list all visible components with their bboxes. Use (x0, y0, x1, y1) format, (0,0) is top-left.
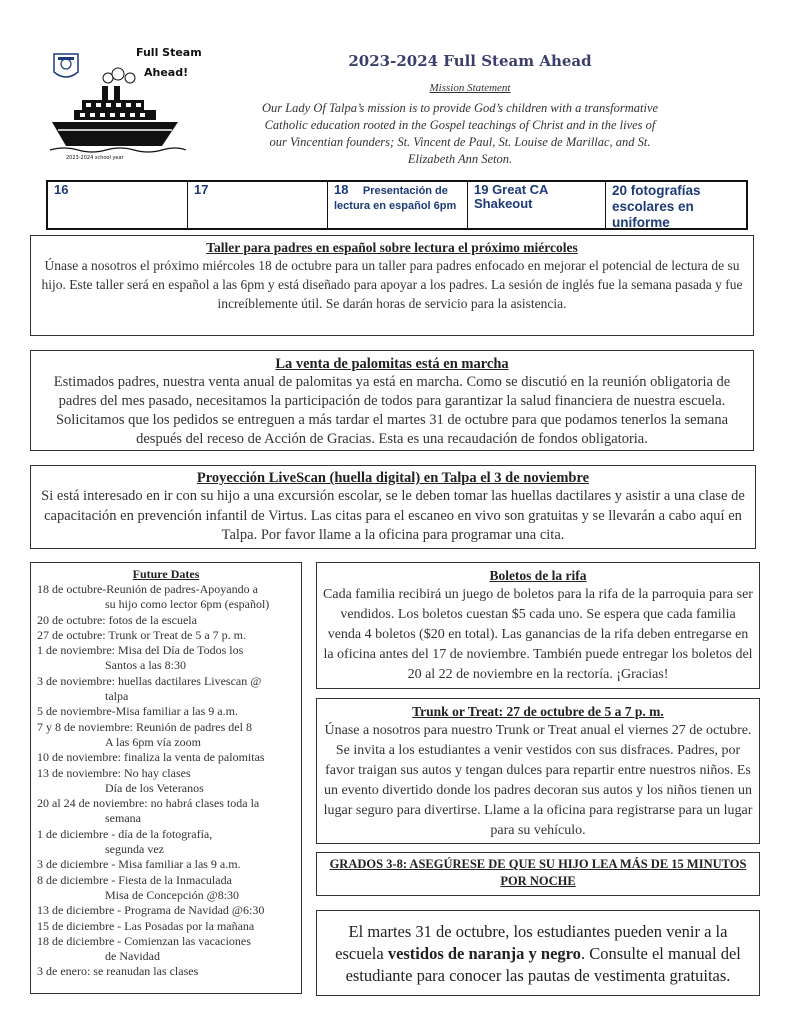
list-item: 3 de noviembre: huellas dactilares Livescan @ (37, 673, 262, 688)
list-item: Misa de Concepción @8:30 (105, 887, 240, 902)
list-item: 10 de noviembre: finaliza la venta de palomitas (37, 750, 265, 765)
calendar-day-16: 16 (48, 182, 188, 228)
list-item: 27 de octubre: Trunk or Treat de 5 a 7 p. m. (37, 627, 246, 642)
list-item: 13 de noviembre: No hay clases (37, 765, 191, 780)
list-item: 15 de diciembre - Las Posadas por la mañana (37, 918, 255, 933)
list-item: Día de los Veteranos (105, 780, 204, 795)
trunk-body: Únase a nosotros para nuestro Trunk or Treat anual el viernes 27 de octubre. Se invita a los estudiantes a venir vestidos con sus disfraces. Padres, por favor traigan sus autos y tengan dulces para repartir entre nuestros niños. Es un evento divertido donde los padres decoran sus autos y los niños tienen un lugar seguro para divertirse. Llame a la oficina para registrarse para un lugar para su vehículo. (323, 723, 753, 838)
reading-reminder (316, 852, 760, 896)
list-item: su hijo como lector 6pm (español) (105, 597, 270, 612)
palomitas-title: La venta de palomitas está en marcha (275, 356, 509, 372)
palomitas-announcement (30, 350, 754, 451)
logo-text-line1: Full Steam (136, 46, 202, 59)
trunk-title: Trunk or Treat: 27 de octubre de 5 a 7 p. m. (412, 704, 664, 719)
calendar-day-number: 18 (334, 182, 349, 197)
list-item: 13 de diciembre - Programa de Navidad @6:30 (37, 903, 265, 918)
list-item: 7 y 8 de noviembre: Reunión de padres del 8 (37, 719, 252, 734)
dress-day-colors: vestidos de naranja y negro (387, 944, 581, 963)
logo-subtext: 2023-2024 school year (66, 155, 124, 161)
mission-statement: Our Lady Of Talpa’s mission is to provide God’s children with a transformative Catholic education rooted in the Gospel teachings of Christ and in the lives of our Vincentian founders; St. Vincent de Paul, St. Louise de Marillac, and St. Elizabeth Ann Seton. (261, 101, 659, 166)
dress-day-announcement (316, 910, 760, 996)
rifa-announcement (316, 562, 760, 689)
list-item: 8 de diciembre - Fiesta de la Inmaculada (37, 872, 232, 887)
taller-body: Únase a nosotros el próximo miércoles 18 de octubre para un taller para padres enfocado en mejorar el potencial de lectura de su hijo. Este taller será en español a las 6pm y está diseñado para apoyar a los padres. La sesión de inglés fue la semana pasada y fue increíblemente útil. Se darán horas de servicio para la asistencia. (41, 258, 743, 311)
future-dates-panel (30, 562, 302, 994)
calendar-day-18 (328, 182, 468, 228)
mission-heading: Mission Statement (429, 82, 511, 94)
future-dates-list (37, 582, 295, 980)
list-item: A las 6pm vía zoom (105, 734, 201, 749)
list-item: 18 de octubre-Reunión de padres-Apoyando a (37, 582, 258, 596)
livescan-announcement (30, 465, 756, 549)
calendar-day-19: 19 Great CA Shakeout (468, 182, 606, 228)
week-calendar (46, 180, 748, 230)
school-logo (44, 42, 244, 162)
dress-day-post: . Consulte el manual del estudiante para conocer las pautas de vestimenta gratuitas. (345, 944, 741, 985)
list-item: 3 de diciembre - Misa familiar a las 9 a.m. (37, 857, 241, 872)
list-item: de Navidad (105, 949, 160, 964)
list-item: 1 de noviembre: Misa del Día de Todos los (37, 643, 244, 658)
list-item: 1 de diciembre - día de la fotografía, (37, 826, 213, 841)
list-item: 20 de octubre: fotos de la escuela (37, 612, 197, 627)
list-item: 5 de noviembre-Misa familiar a las 9 a.m. (37, 704, 238, 719)
list-item: segunda vez (105, 842, 164, 857)
calendar-day-17: 17 (188, 182, 328, 228)
future-dates-title: Future Dates (132, 567, 200, 581)
list-item: 3 de enero: se reanudan las clases (37, 964, 199, 979)
trunk-or-treat-announcement (316, 698, 760, 844)
calendar-event: Presentación de lectura en español 6pm (334, 185, 457, 212)
taller-title: Taller para padres en español sobre lectura el próximo miércoles (206, 240, 578, 255)
page-title: 2023-2024 Full Steam Ahead (348, 52, 592, 70)
grados-title: GRADOS 3-8: ASEGÚRESE DE QUE SU HIJO LEA MÁS DE 15 MINUTOS POR NOCHE (329, 857, 747, 888)
livescan-title: Proyección LiveScan (huella digital) en Talpa el 3 de noviembre (196, 470, 590, 486)
list-item: 18 de diciembre - Comienzan las vacaciones (37, 933, 251, 948)
palomitas-body: Estimados padres, nuestra venta anual de palomitas ya está en marcha. Como se discutió en la reunión obligatoria de padres del mes pasado, necesitamos la participación de todos para garantizar la salud financiera de nuestra escuela. Solicitamos que los pedidos se entreguen a más tardar el martes 31 de octubre para que podamos tenerlos la semana después del receso de Acción de Gracias. Esta es una recaudación de fondos obligatoria. (53, 374, 731, 447)
list-item: 20 al 24 de noviembre: no habrá clases toda la (37, 796, 260, 811)
calendar-day-20: 20 fotografías escolares en uniforme (612, 183, 701, 230)
logo-text-line2: Ahead! (144, 66, 189, 79)
steamship-logo-icon (44, 42, 244, 162)
school-crest-icon (54, 54, 78, 77)
list-item: semana (105, 811, 141, 826)
list-item: talpa (105, 689, 129, 704)
dress-day-pre: El martes 31 de octubre, los estudiantes pueden venir a la escuela (335, 922, 728, 963)
taller-announcement (30, 235, 754, 336)
livescan-body: Si está interesado en ir con su hijo a una excursión escolar, se le deben tomar las huellas dactilares y asistir a una clase de capacitación en prevención infantil de Virtus. Las citas para el escaneo en vivo son gratuitas y se llevarán a cabo aquí en Talpa. Por favor llame a la oficina para programar una cita. (41, 488, 745, 543)
rifa-title: Boletos de la rifa (489, 568, 587, 583)
rifa-body: Cada familia recibirá un juego de boletos para la rifa de la parroquia para ser vendidos. Los boletos cuestan $5 cada uno. Se espera que cada familia venda 4 boletos ($20 en total). Las ganancias de la rifa deben entregarse en la oficina antes del 17 de noviembre. También puede entregar los boletos del 20 al 22 de noviembre en la rectoría. ¡Gracias! (323, 587, 753, 682)
list-item: Santos a las 8:30 (105, 658, 186, 673)
dress-day-text (325, 921, 751, 987)
